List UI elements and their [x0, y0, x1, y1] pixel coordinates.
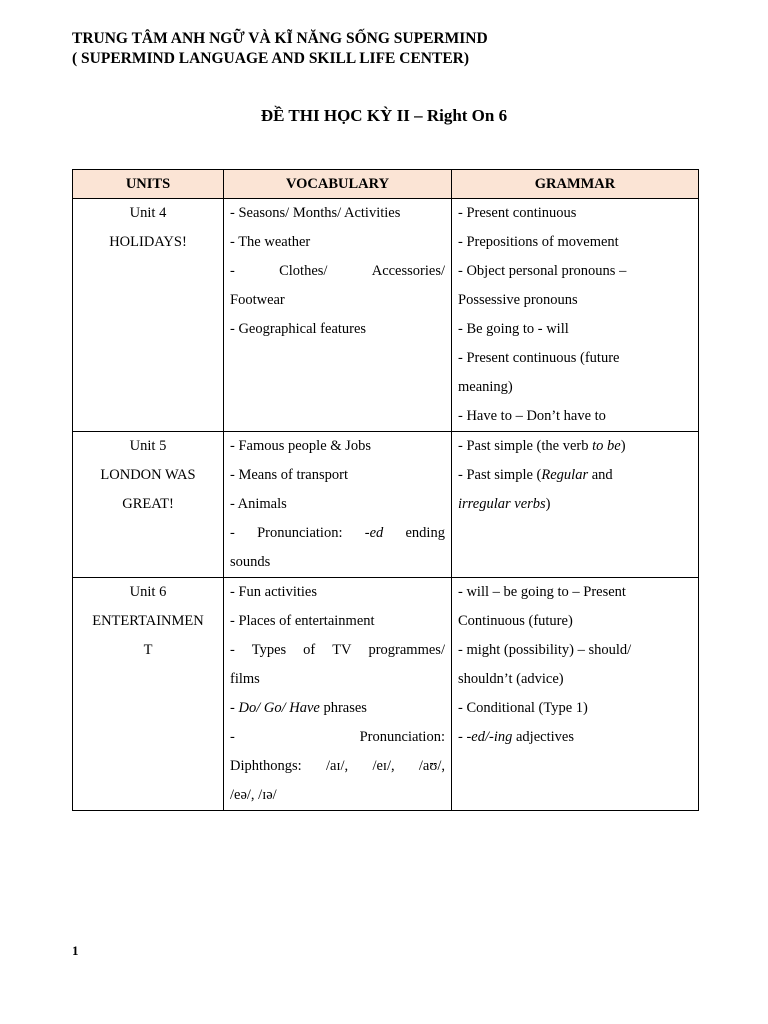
table-row [73, 578, 699, 811]
unit-cell [73, 432, 224, 578]
vocab-word: - [230, 729, 235, 745]
unit-cell [73, 199, 224, 432]
vocab-item: - Means of transport [230, 467, 348, 483]
unit-number: Unit 4 [129, 205, 167, 221]
grammar-item-continuation [458, 490, 692, 519]
vocab-word: - [230, 700, 239, 716]
grammar-text: ) [620, 438, 626, 454]
grammar-item: - Have to – Don’t have to [458, 408, 606, 424]
vocab-item [230, 519, 445, 548]
syllabus-table [72, 169, 699, 811]
vocab-word: /aɪ/, [326, 758, 349, 774]
grammar-item: - will – be going to – Present [458, 584, 626, 600]
grammar-item: - Be going to - will [458, 321, 569, 337]
vocab-item: - Seasons/ Months/ Activities [230, 205, 401, 221]
vocab-item: - Geographical features [230, 321, 367, 337]
grammar-item: - Prepositions of movement [458, 234, 619, 250]
table-row [73, 432, 699, 578]
vocab-word: Pronunciation: [257, 525, 343, 541]
vocabulary-cell [224, 578, 452, 811]
grammar-text: - [458, 729, 467, 745]
vocabulary-cell [224, 199, 452, 432]
grammar-item-continuation: meaning) [458, 379, 513, 395]
page-number: 1 [72, 943, 79, 958]
vocab-word: phrases [319, 700, 367, 716]
table-header-row [73, 170, 699, 199]
unit-title: GREAT! [122, 496, 174, 512]
vocab-item: - The weather [230, 234, 311, 250]
unit-number: Unit 5 [129, 438, 167, 454]
grammar-item: - Conditional (Type 1) [458, 700, 588, 716]
grammar-item: - Present continuous (future [458, 350, 620, 366]
vocab-item: - Famous people & Jobs [230, 438, 371, 454]
grammar-item-continuation: Continuous (future) [458, 613, 573, 629]
grammar-header: GRAMMAR [452, 170, 699, 199]
grammar-item [458, 432, 692, 461]
unit-title: LONDON WAS [100, 467, 196, 483]
vocab-word: -ed [364, 525, 384, 541]
vocab-item-continuation: /eə/, /ɪə/ [230, 787, 277, 803]
vocab-word: Types [251, 642, 287, 658]
vocab-item-continuation: films [230, 671, 260, 687]
vocab-item: - Animals [230, 496, 287, 512]
grammar-cell [452, 578, 699, 811]
center-header [72, 29, 488, 69]
grammar-cell [452, 199, 699, 432]
grammar-item: - Object personal pronouns – [458, 263, 627, 279]
vocab-word: TV [332, 642, 352, 658]
unit-title: HOLIDAYS! [109, 234, 187, 250]
vocabulary-header: VOCABULARY [224, 170, 452, 199]
vocab-word: - [230, 525, 235, 541]
grammar-text-italic: to be [592, 438, 621, 454]
grammar-text-italic: Regular [541, 467, 589, 483]
unit-cell [73, 578, 224, 811]
vocab-word: - [230, 642, 235, 658]
vocab-word: /eɪ/, [372, 758, 395, 774]
vocab-item [230, 636, 445, 665]
unit-number: Unit 6 [129, 584, 167, 600]
vocab-word-italic: Do/ Go/ Have [238, 700, 320, 716]
vocab-item [230, 723, 445, 752]
grammar-cell [452, 432, 699, 578]
grammar-item [458, 723, 692, 752]
vocab-word: Diphthongs: [230, 758, 302, 774]
table-row [73, 199, 699, 432]
grammar-text-italic: -ed/-ing [466, 729, 513, 745]
vocab-item-continuation: sounds [230, 554, 271, 570]
unit-title: T [143, 642, 153, 658]
vocab-word: Clothes/ [279, 263, 328, 279]
vocab-item-continuation [230, 752, 445, 781]
vocab-item [230, 694, 445, 723]
grammar-text: adjectives [512, 729, 574, 745]
vocab-item: - Fun activities [230, 584, 317, 600]
grammar-item: - Present continuous [458, 205, 577, 221]
grammar-text: - Past simple (the verb [458, 438, 593, 454]
grammar-item-continuation: shouldn’t (advice) [458, 671, 564, 687]
grammar-text: ) [545, 496, 551, 512]
vocab-word: Accessories/ [371, 263, 445, 279]
grammar-item-continuation: Possessive pronouns [458, 292, 578, 308]
vocab-word: ending [405, 525, 445, 541]
grammar-text-italic: irregular verbs [458, 496, 546, 512]
exam-title: ĐỀ THI HỌC KỲ II – Right On 6 [260, 106, 508, 125]
vocab-item: - Places of entertainment [230, 613, 375, 629]
center-name-english: ( SUPERMIND LANGUAGE AND SKILL LIFE CENTER) [72, 50, 470, 67]
vocab-word: - [230, 263, 235, 279]
vocab-item [230, 257, 445, 286]
grammar-item: - might (possibility) – should/ [458, 642, 632, 658]
vocab-word: /aʊ/, [418, 758, 445, 774]
vocab-word: Pronunciation: [359, 729, 445, 745]
units-header: UNITS [73, 170, 224, 199]
vocab-item-continuation: Footwear [230, 292, 285, 308]
grammar-item [458, 461, 692, 490]
vocab-word: of [303, 642, 316, 658]
unit-title: ENTERTAINMEN [92, 613, 204, 629]
grammar-text: - Past simple ( [458, 467, 542, 483]
center-name-vietnamese: TRUNG TÂM ANH NGỮ VÀ KĨ NĂNG SỐNG SUPERMIND [72, 30, 488, 47]
grammar-text: and [588, 467, 613, 483]
vocab-word: programmes/ [368, 642, 445, 658]
vocabulary-cell [224, 432, 452, 578]
